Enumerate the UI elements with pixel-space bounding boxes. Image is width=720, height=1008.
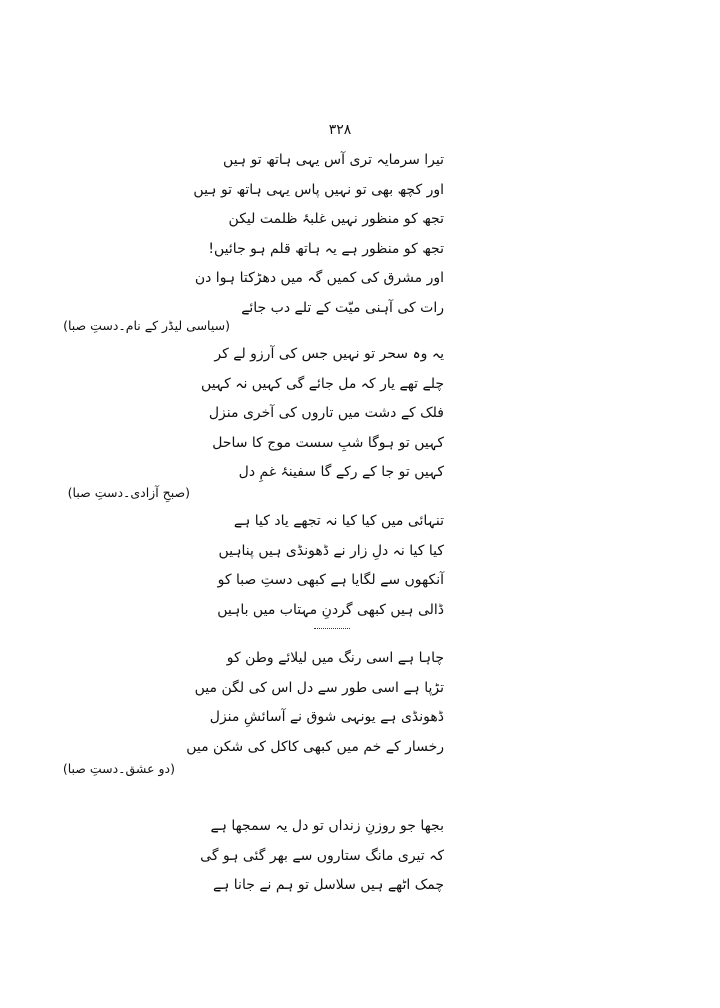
verse-line: تجھ کو منظور نہیں غلبۂ ظلمت لیکن — [228, 211, 444, 228]
source-citation: (سیاسی لیڈر کے نام۔دستِ صبا) — [63, 318, 230, 333]
verse-line: کہیں تو ہوگا شبِ سست موج کا ساحل — [212, 434, 444, 451]
verse-line: آنکھوں سے لگایا ہے کبھی دستِ صبا کو — [217, 572, 444, 589]
verse-line: چاہا ہے اسی رنگ میں لیلائے وطن کو — [226, 650, 444, 666]
verse-line: ڈالی ہیں کبھی گردنِ مہتاب میں باہیں — [217, 601, 444, 618]
verse-line: کیا کیا نہ دلِ زار نے ڈھونڈی ہیں پناہیں — [218, 542, 444, 559]
source-citation: (صبحِ آزادی۔دستِ صبا) — [67, 485, 190, 500]
verse-line: رات کی آہنی میّت کے تلے دب جائے — [241, 299, 444, 316]
verse-line: اور مشرق کی کمیں گہ میں دھڑکتا ہوا دن — [194, 270, 444, 287]
stanza-3 — [217, 507, 444, 625]
stanza-1 — [193, 146, 444, 324]
stanza-2 — [201, 340, 444, 488]
stanza-5 — [200, 812, 444, 901]
section-divider — [314, 628, 350, 629]
verse-line: فلک کے دشت میں تاروں کی آخری منزل — [208, 405, 444, 422]
verse-line: بجھا جو روزنِ زنداں تو دل یہ سمجھا ہے — [210, 818, 444, 834]
verse-line: یہ وہ سحر تو نہیں جس کی آرزو لے کر — [214, 346, 444, 362]
verse-line: چلے تھے یار کہ مل جائے گی کہیں نہ کہیں — [201, 375, 444, 392]
stanza-4 — [186, 644, 444, 762]
verse-line: کہ تیری مانگ ستاروں سے بھر گئی ہو گی — [200, 847, 444, 864]
page-number: ۳۲۸ — [328, 122, 352, 138]
verse-line: چمک اٹھے ہیں سلاسل تو ہم نے جانا ہے — [212, 877, 444, 894]
source-citation: (دو عشق۔دستِ صبا) — [62, 761, 175, 776]
verse-line: رخسار کے خم میں کبھی کاکل کی شکن میں — [186, 738, 444, 755]
verse-line: کہیں تو جا کے رکے گا سفینۂ غمِ دل — [238, 464, 444, 481]
verse-line: تنہائی میں کیا کیا نہ تجھے یاد کیا ہے — [233, 513, 444, 529]
verse-line: اور کچھ بھی تو نہیں پاس یہی ہاتھ تو ہیں — [193, 181, 444, 198]
verse-line: تڑپا ہے اسی طور سے دل اس کی لگن میں — [194, 679, 444, 696]
verse-line: ڈھونڈی ہے یونہی شوق نے آسائشِ منزل — [209, 709, 444, 726]
verse-line: تجھ کو منظور ہے یہ ہاتھ قلم ہو جائیں! — [208, 240, 444, 257]
verse-line: تیرا سرمایہ تری آس یہی ہاتھ تو ہیں — [223, 152, 444, 168]
